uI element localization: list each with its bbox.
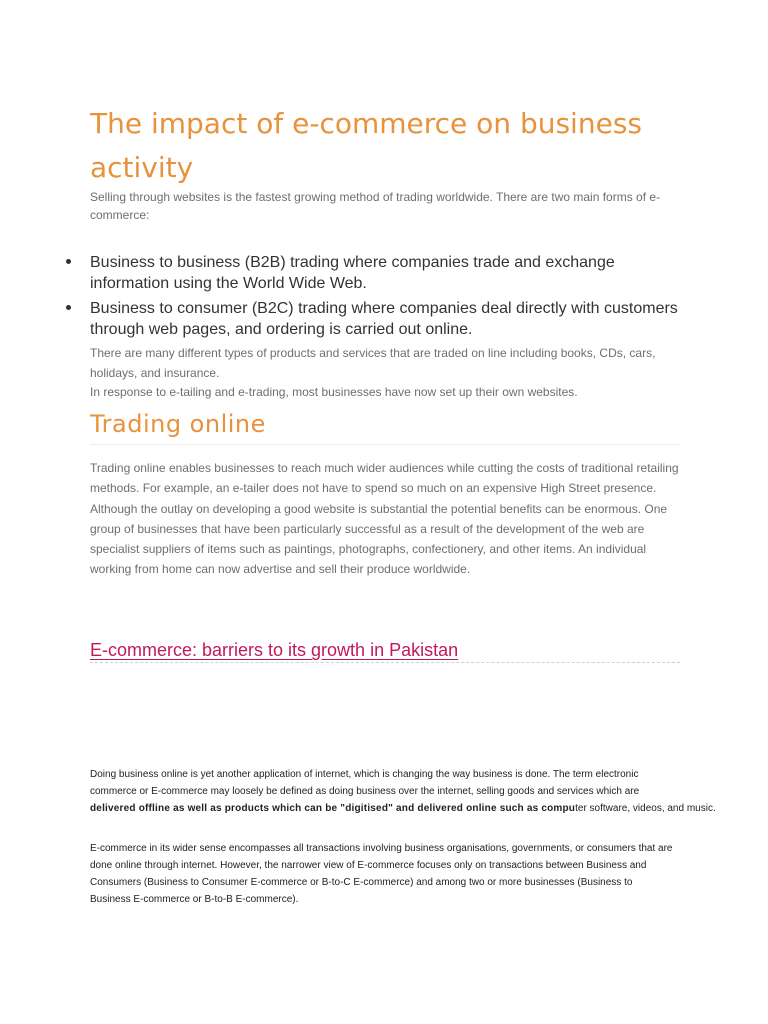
trading-line: Although the outlay on developing a good website is substantial the potential benefits can be enormous. One (90, 501, 668, 516)
dashed-divider (90, 662, 680, 663)
doing-line: Doing business online is yet another application of internet, which is changing the way business is done. The term electronic (90, 769, 639, 780)
doing-line-bold: delivered offline as well as products which can be "digitised" and delivered online such as compu (90, 803, 576, 814)
title-line-2: activity (90, 151, 194, 184)
section-divider (90, 444, 680, 445)
trading-line: methods. For example, an e-tailer does not have to spend so much on an expensive High Street presence. (90, 481, 657, 496)
page-title (90, 102, 642, 190)
wider-line: Consumers (Business to Consumer E-commerce or B-to-C E-commerce) and among two or more businesses (Business to (90, 877, 633, 888)
trading-line: working from home can now advertise and sell their produce worldwide. (90, 562, 471, 577)
barriers-pakistan-link[interactable]: E-commerce: barriers to its growth in Pakistan (90, 640, 459, 660)
intro-line: Selling through websites is the fastest growing method of trading worldwide. There are two main forms of e- (90, 190, 661, 204)
bullet-line: Business to business (B2B) trading where companies trade and exchange (90, 254, 615, 271)
wider-line: Business E-commerce or B-to-B E-commerce). (90, 894, 299, 905)
doing-line-rest: ter software, videos, and music. (575, 803, 716, 814)
bullet-item-b2c (66, 298, 678, 340)
bullet-item-b2b (66, 252, 678, 294)
bullet-line: Business to consumer (B2C) trading where companies deal directly with customers (90, 300, 678, 317)
intro-line: commerce: (90, 208, 150, 222)
products-line: There are many different types of products and services that are traded on line including books, CDs, cars, (90, 346, 656, 360)
bullet-list (66, 252, 678, 344)
trading-line: group of businesses that have been particularly successful as a result of the development of the web are (90, 521, 645, 536)
wider-line: E-commerce in its wider sense encompasses all transactions involving business organisations, governments, or consumers that are (90, 843, 673, 854)
products-line: holidays, and insurance. (90, 365, 220, 380)
doing-line: commerce or E-commerce may loosely be defined as doing business over the internet, selling goods and services which are (90, 786, 640, 797)
trading-online-paragraph (90, 458, 679, 580)
bullet-dot-icon (66, 305, 71, 310)
intro-paragraph (90, 188, 660, 224)
wider-line: done online through internet. However, the narrower view of E-commerce focuses only on transactions between Business and (90, 860, 647, 871)
trading-line: specialist suppliers of items such as paintings, photographs, confectionery, and other items. An individual (90, 542, 647, 557)
products-paragraph (90, 344, 655, 403)
wider-sense-paragraph (90, 840, 673, 908)
bullet-line: through web pages, and ordering is carried out online. (90, 321, 473, 338)
bullet-dot-icon (66, 259, 71, 264)
doing-business-paragraph (90, 766, 716, 817)
trading-line: Trading online enables businesses to reach much wider audiences while cutting the costs of traditional retailing (90, 461, 679, 475)
title-line-1: The impact of e-commerce on business (90, 107, 642, 140)
trading-online-heading: Trading online (90, 410, 266, 438)
products-line: In response to e-tailing and e-trading, most businesses have now set up their own websites. (90, 385, 578, 399)
bullet-line: information using the World Wide Web. (90, 275, 367, 292)
